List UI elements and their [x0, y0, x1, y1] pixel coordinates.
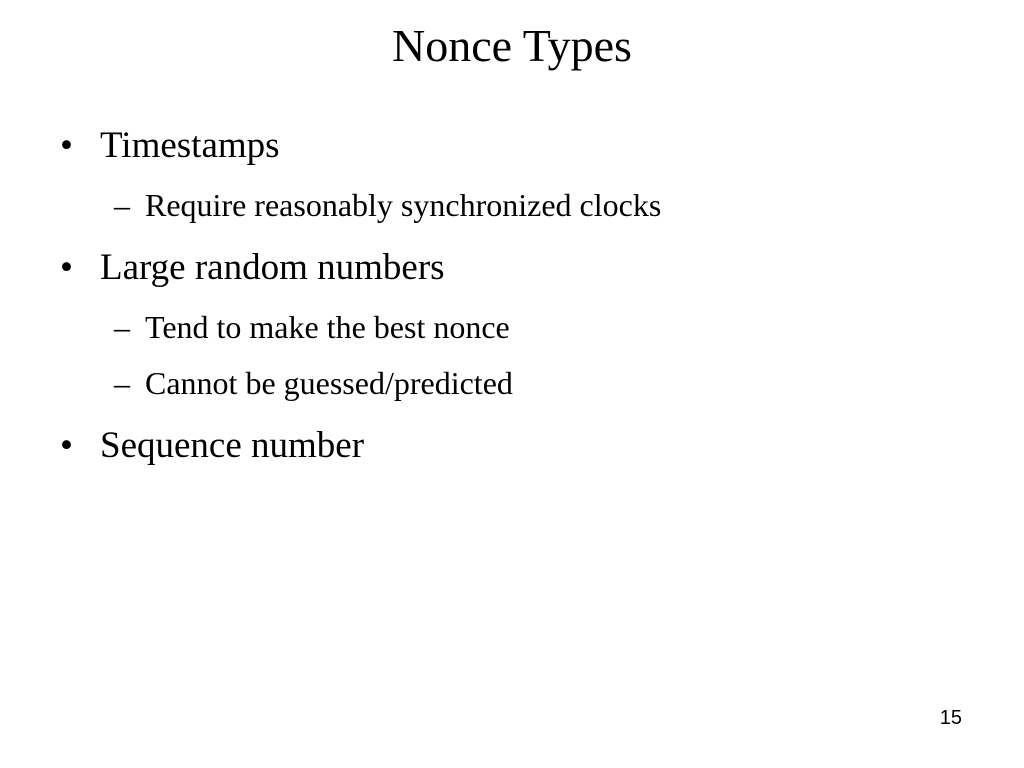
bullet-marker: • — [60, 125, 73, 166]
sub-list — [0, 301, 1024, 409]
sub-item — [0, 357, 1024, 409]
page-number: 15 — [939, 707, 962, 729]
sub-item-text: Tend to make the best nonce — [145, 309, 510, 345]
spacer — [0, 409, 1024, 421]
bullet-list — [0, 121, 1024, 471]
bullet-item-timestamps — [0, 121, 1024, 243]
bullet-text: Large random numbers — [100, 247, 445, 288]
bullet-text: Sequence number — [100, 425, 365, 466]
sub-marker: – — [114, 309, 130, 345]
bullet-row — [0, 243, 1024, 293]
spacer — [0, 231, 1024, 243]
bullet-text: Timestamps — [100, 125, 280, 166]
sub-item — [0, 301, 1024, 353]
sub-item-text: Require reasonably synchronized clocks — [145, 187, 662, 223]
sub-list — [0, 179, 1024, 231]
bullet-marker: • — [60, 425, 73, 466]
bullet-item-large-random-numbers — [0, 243, 1024, 421]
sub-marker: – — [114, 187, 130, 223]
sub-item-text: Cannot be guessed/predicted — [145, 365, 513, 401]
bullet-marker: • — [60, 247, 73, 288]
bullet-row — [0, 421, 1024, 471]
bullet-row — [0, 121, 1024, 171]
bullet-item-sequence-number — [0, 421, 1024, 471]
sub-item — [0, 179, 1024, 231]
slide-title: Nonce Types — [392, 20, 632, 71]
sub-marker: – — [114, 365, 130, 401]
